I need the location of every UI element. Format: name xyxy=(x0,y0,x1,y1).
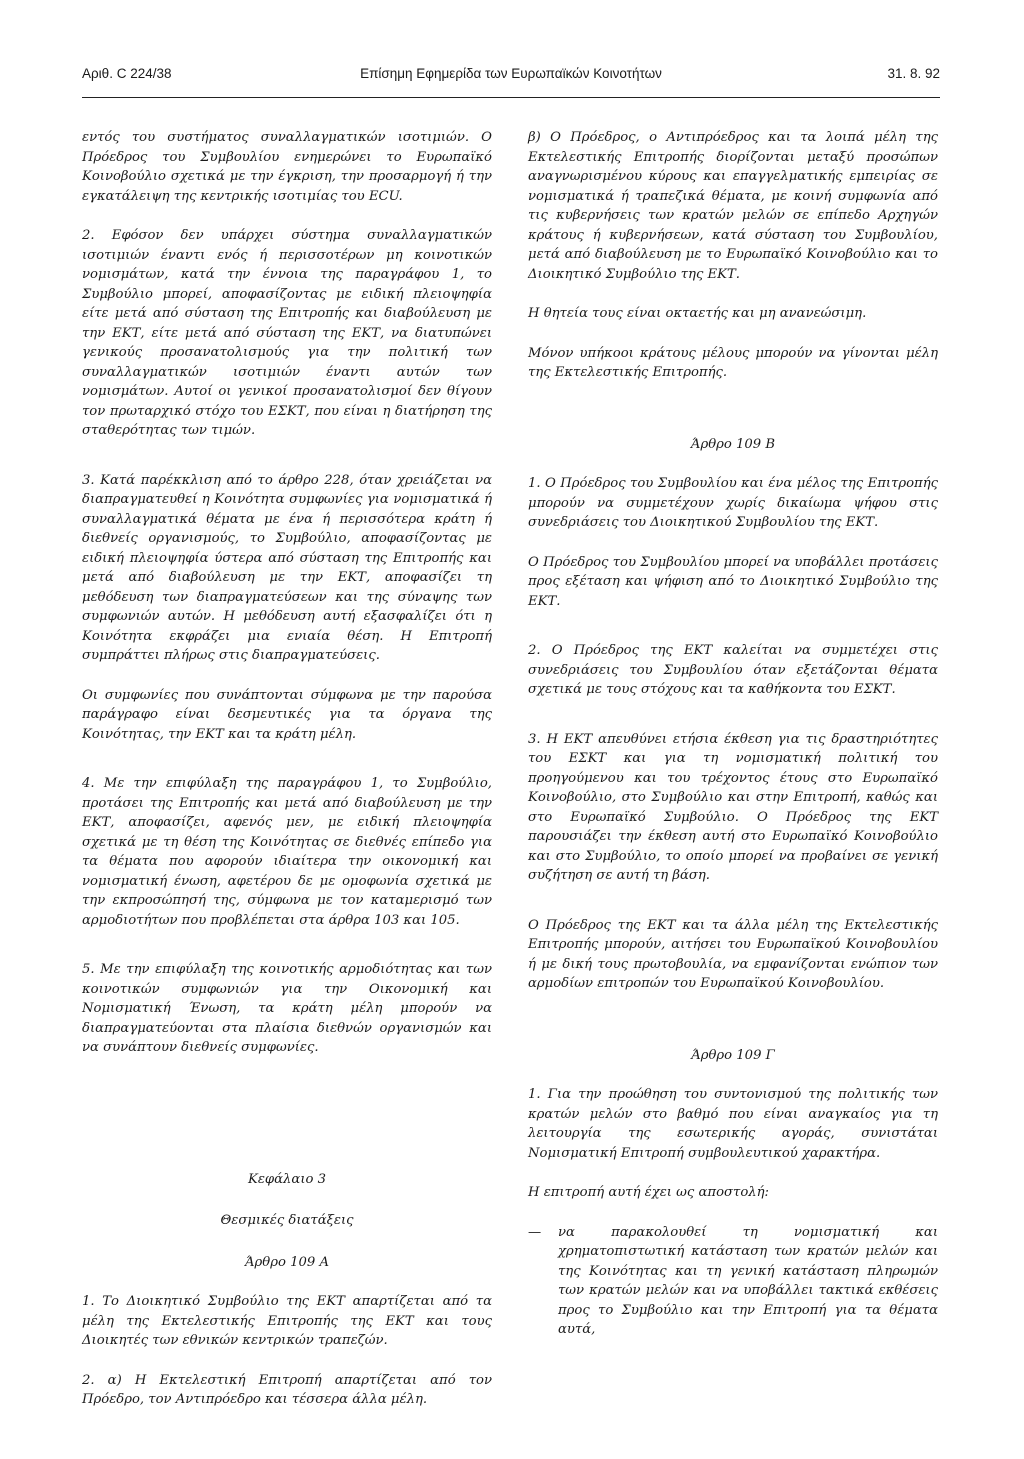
article-heading: Άρθρο 109 Γ xyxy=(691,1047,775,1063)
paragraph: Η θητεία τους είναι οκταετής και μη ανανεώσιμη. xyxy=(528,306,867,321)
paragraph: 3. Κατά παρέκκλιση από το άρθρο 228, όταν χρειάζεται να διαπραγματευθεί η Κοινότητα συμφωνίες για νομισματικά ή συναλλαγματικά θέματα με ένα ή περισσότερα κράτη ή διεθνείς οργανισμούς, το Συμβούλιο, αποφασίζοντας με ειδική πλειοψηφία ύστερα από σύσταση της Επιτροπής και μετά από διαβούλευση με την ΕΚΤ, αποφασίζει τη μεθόδευση των διαπραγματεύσεων και της σύναψης των συμφωνιών αυτών. Η μεθόδευση αυτή εξασφαλίζει ότι η Κοινότητα εκφράζει μια ενιαία θέση. Η Επιτροπή συμπράττει πλήρως στις διαπραγματεύσεις. xyxy=(82,472,492,663)
journal-title: Επίσημη Εφημερίδα των Ευρωπαϊκών Κοινοτήτων xyxy=(360,66,662,81)
chapter-heading: Κεφάλαιο 3 xyxy=(247,1171,327,1187)
paragraph: Η επιτροπή αυτή έχει ως αποστολή: xyxy=(528,1185,769,1200)
list-dash: — xyxy=(528,1224,542,1240)
list-item xyxy=(528,1223,938,1340)
journal-reference: Αριθ. C 224/38 xyxy=(82,66,172,81)
paragraph: 5. Με την επιφύλαξη της κοινοτικής αρμοδιότητας και των κοινοτικών συμφωνιών για την Οικονομική και Νομισματική Ένωση, τα κράτη μέλη μπορούν να διαπραγματεύονται στα πλαίσια διεθνών οργανισμών και να συνάπτουν διεθνείς συμφωνίες. xyxy=(82,962,492,1055)
paragraph: 3. Η ΕΚΤ απευθύνει ετήσια έκθεση για τις δραστηριότητες του ΕΣΚΤ και για τη νομισματική πολιτική του προηγούμενου και του τρέχοντος έτους στο Ευρωπαϊκό Κοινοβούλιο, στο Συμβούλιο και στην Επιτροπή, καθώς και στο Ευρωπαϊκό Συμβούλιο. Ο Πρόεδρος της ΕΚΤ παρουσιάζει την έκθεση αυτή στο Ευρωπαϊκό Κοινοβούλιο και στο Συμβούλιο, το οποίο μπορεί να προβαίνει σε γενική συζήτηση σε αυτή τη βάση. xyxy=(528,731,938,883)
article-heading: Άρθρο 109 Β xyxy=(690,436,776,452)
paragraph: 4. Με την επιφύλαξη της παραγράφου 1, το Συμβούλιο, προτάσει της Επιτροπής και μετά από διαβούλευση με την ΕΚΤ, αποφασίζει, αφενός μεν, με ειδική πλειοψηφία σχετικά με τη θέση της Κοινότητας σε διεθνές επίπεδο για τα θέματα που αφορούν ιδιαίτερα την οικονομική και νομισματική ένωση, αφετέρου δε με ομοφωνία σχετικά με την εκπροσώπησή της, σύμφωνα με τον καταμερισμό των αρμοδιοτήτων που προβλέπεται στα άρθρα 103 και 105. xyxy=(82,776,492,928)
list-item-text: να παρακολουθεί τη νομισματική και χρηματοπιστωτική κατάσταση των κρατών μελών και της Κοινότητας και τη γενική κατάσταση πληρωμών των κρατών μελών και να υποβάλλει τακτικά εκθέσεις προς το Συμβούλιο και την Επιτροπή για τα θέματα αυτά, xyxy=(558,1224,938,1337)
paragraph: β) Ο Πρόεδρος, ο Αντιπρόεδρος και τα λοιπά μέλη της Εκτελεστικής Επιτροπής διορίζονται μεταξύ προσώπων αναγνωρισμένου κύρους και επαγγελματικής εμπειρίας σε νομισματικά ή τραπεζικά θέματα, με κοινή συμφωνία από τις κυβερνήσεις των κρατών μελών σε επίπεδο Αρχηγών κράτους ή κυβερνήσεων, κατά σύσταση του Συμβουλίου, μετά από διαβούλευση με το Ευρωπαϊκό Κοινοβούλιο και το Διοικητικό Συμβούλιο της ΕΚΤ. xyxy=(528,130,938,282)
paragraph: 1. Το Διοικητικό Συμβούλιο της ΕΚΤ απαρτίζεται από τα μέλη της Εκτελεστικής Επιτροπής της ΕΚΤ και τους Διοικητές των εθνικών κεντρικών τραπεζών. xyxy=(82,1294,492,1348)
header-rule xyxy=(82,97,940,98)
paragraph: 1. Ο Πρόεδρος του Συμβουλίου και ένα μέλος της Επιτροπής μπορούν να συμμετέχουν χωρίς δικαίωμα ψήφου στις συνεδριάσεις του Διοικητικού Συμβουλίου της ΕΚΤ. xyxy=(528,476,938,530)
page-header xyxy=(82,66,940,92)
publication-date: 31. 8. 92 xyxy=(887,66,940,81)
paragraph: Οι συμφωνίες που συνάπτονται σύμφωνα με την παρούσα παράγραφο είναι δεσμευτικές για τα όργανα της Κοινότητας, την ΕΚΤ και τα κράτη μέλη. xyxy=(82,687,492,742)
paragraph: Μόνον υπήκοοι κράτους μέλους μπορούν να γίνονται μέλη της Εκτελεστικής Επιτροπής. xyxy=(528,345,938,380)
paragraph: 2. Ο Πρόεδρος της ΕΚΤ καλείται να συμμετέχει στις συνεδριάσεις του Συμβουλίου όταν εξετάζονται θέματα σχετικά με τους στόχους και τα καθήκοντα του ΕΣΚΤ. xyxy=(528,643,938,697)
paragraph: 2. α) Η Εκτελεστική Επιτροπή απαρτίζεται από τον Πρόεδρο, τον Αντιπρόεδρο και τέσσερα άλλα μέλη. xyxy=(82,1372,492,1407)
chapter-title: Θεσμικές διατάξεις xyxy=(220,1213,354,1228)
right-column xyxy=(528,128,938,1340)
paragraph: Ο Πρόεδρος της ΕΚΤ και τα άλλα μέλη της Εκτελεστικής Επιτροπής μπορούν, αιτήσει του Ευρωπαϊκού Κοινοβουλίου ή με δική τους πρωτοβουλία, να εμφανίζονται ενώπιον των αρμοδίων επιτροπών του Ευρωπαϊκού Κοινοβουλίου. xyxy=(528,917,938,991)
paragraph: 2. Εφόσον δεν υπάρχει σύστημα συναλλαγματικών ισοτιμιών έναντι ενός ή περισσοτέρων μη κοινοτικών νομισμάτων, κατά την έννοια της παραγράφου 1, το Συμβούλιο μπορεί, αποφασίζοντας με ειδική πλειοψηφία είτε μετά από σύσταση της Επιτροπής και διαβούλευση με την ΕΚΤ, είτε μετά από σύσταση της ΕΚΤ, να διατυπώνει γενικούς προσανατολισμούς για την πολιτική των συναλλαγματικών ισοτιμιών έναντι αυτών των νομισμάτων. Αυτοί οι γενικοί προσανατολισμοί δεν θίγουν τον πρωταρχικό στόχο του ΕΣΚΤ, που είναι η διατήρηση της σταθερότητας των τιμών. xyxy=(82,228,492,438)
paragraph: 1. Για την προώθηση του συντονισμού της πολιτικής των κρατών μελών στο βαθμό που είναι αναγκαίος για τη λειτουργία της εσωτερικής αγοράς, συνιστάται Νομισματική Επιτροπή συμβουλευτικού χαρακτήρα. xyxy=(528,1087,938,1161)
paragraph: εντός του συστήματος συναλλαγματικών ισοτιμιών. Ο Πρόεδρος του Συμβουλίου ενημερώνει το Ευρωπαϊκό Κοινοβούλιο σχετικά με την έγκριση, την προσαρμογή ή την εγκατάλειψη της κεντρικής ισοτιμίας του ECU. xyxy=(82,130,492,204)
paragraph: Ο Πρόεδρος του Συμβουλίου μπορεί να υποβάλλει προτάσεις προς εξέταση και ψήφιση από το Διοικητικό Συμβούλιο της ΕΚΤ. xyxy=(528,554,938,609)
left-column xyxy=(82,128,492,1410)
article-heading: Άρθρο 109 Α xyxy=(245,1254,329,1270)
